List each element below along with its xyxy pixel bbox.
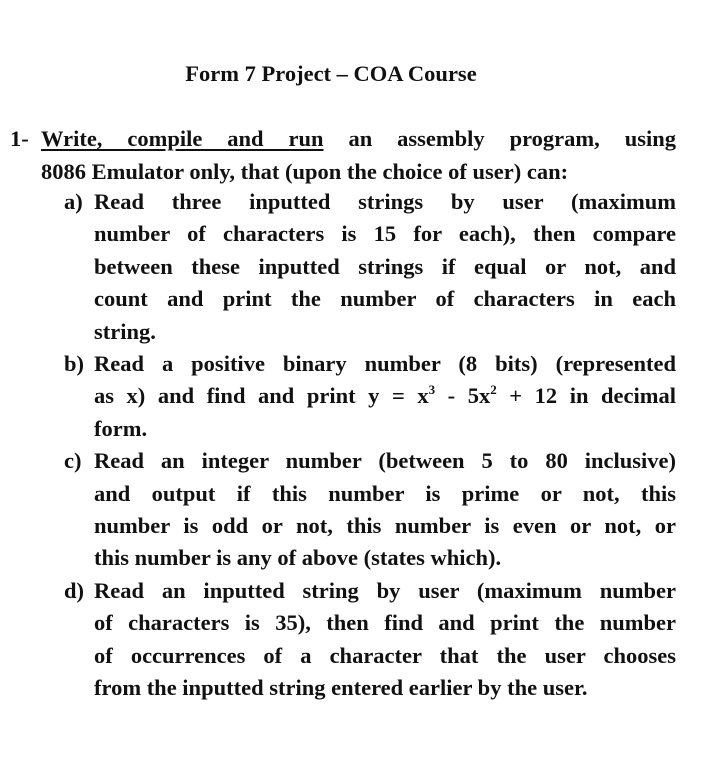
item-b-line-2 [94, 380, 676, 412]
item-c-line-1: Read an integer number (between 5 to 80 inclusive) [94, 448, 676, 474]
item-d-line-3: of occurrences of a character that the user chooses [94, 642, 676, 668]
item-d-line-2: of characters is 35), then find and print the number [94, 610, 676, 636]
question-1-underlined: Write, compile and run [41, 126, 324, 151]
sub-items-list [64, 186, 676, 705]
document-title: Form 7 Project – COA Course [185, 61, 477, 86]
question-1-line-2: 8086 Emulator only, that (upon the choice of user) can: [41, 159, 569, 184]
question-1-line-1-rest: an assembly program, using [348, 126, 676, 151]
item-b-line-2-post: + 12 in decimal [496, 383, 676, 409]
question-number: 1- [10, 126, 29, 151]
item-b-line-1: Read a positive binary number (8 bits) (represented [94, 351, 676, 377]
item-b-line-2-pre: as x) and find and print y = x [94, 383, 429, 409]
item-c [64, 445, 676, 575]
question-1-body [41, 122, 676, 188]
item-a-line-2: number of characters is 15 for each), then compare [94, 221, 676, 247]
question-1 [10, 122, 676, 188]
question-1-line-1 [41, 122, 676, 155]
item-b-exponent-2: 2 [490, 382, 497, 398]
item-c-line-3: number is odd or not, this number is even or not, or [94, 513, 676, 539]
item-c-line-4: this number is any of above (states which). [94, 545, 502, 571]
item-c-label: c) [64, 448, 82, 474]
item-d-line-4: from the inputted string entered earlier by the user. [94, 675, 588, 701]
item-b-exponent-1: 3 [428, 382, 436, 398]
item-b-line-3: form. [94, 415, 148, 441]
item-b [64, 348, 676, 445]
item-a-line-3: between these inputted strings if equal or not, and [94, 253, 676, 279]
item-a [64, 186, 676, 348]
item-a-line-1: Read three inputted strings by user (maximum [94, 189, 676, 214]
item-b-line-2-mid: - 5x [435, 383, 491, 409]
item-d-label: d) [64, 577, 85, 603]
item-b-label: b) [64, 351, 85, 377]
item-c-line-2: and output if this number is prime or not, this [94, 480, 676, 506]
item-a-line-4: count and print the number of characters in each [94, 286, 676, 312]
item-a-line-5: string. [94, 318, 156, 344]
item-d [64, 575, 676, 705]
item-a-label: a) [64, 189, 83, 214]
item-d-line-1: Read an inputted string by user (maximum number [94, 577, 676, 603]
